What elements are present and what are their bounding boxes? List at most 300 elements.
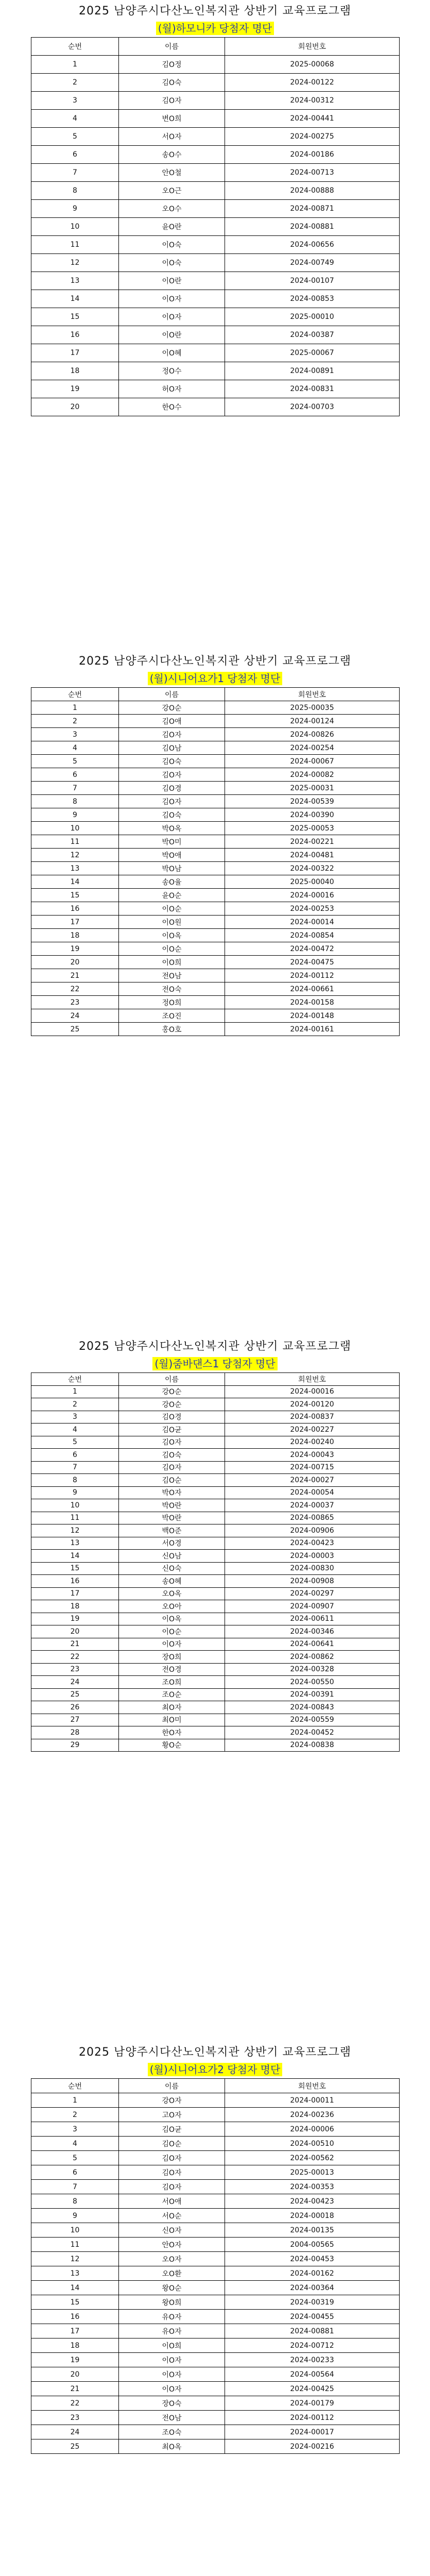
member-id: 2024-00831 [225,380,400,398]
member-id: 2024-00346 [225,1625,400,1638]
table-row [31,2310,400,2324]
member-name: 강O자 [119,2093,225,2108]
member-id: 2024-00562 [225,2151,400,2165]
table-row [31,2093,400,2108]
member-name: 유O자 [119,2310,225,2324]
member-name: 서O순 [119,2209,225,2223]
row-number: 20 [31,1625,119,1638]
table-row [31,2194,400,2209]
member-name: 황O순 [119,1739,225,1752]
member-name: 안O자 [119,2238,225,2252]
header-cell: 이름 [119,38,225,56]
member-id: 2024-00907 [225,1600,400,1613]
member-id: 2024-00749 [225,254,400,272]
member-name: 송O수 [119,146,225,164]
row-number: 8 [31,795,119,808]
member-id: 2024-00906 [225,1524,400,1537]
member-id: 2024-00161 [225,1023,400,1036]
row-number: 11 [31,1512,119,1524]
table-row [31,795,400,808]
row-number: 3 [31,2122,119,2137]
member-name: 오O근 [119,182,225,200]
header-cell: 순번 [31,688,119,701]
member-id: 2024-00891 [225,362,400,380]
member-id: 2024-00387 [225,326,400,344]
table-row [31,889,400,902]
row-number: 16 [31,1575,119,1588]
member-id: 2024-00037 [225,1499,400,1512]
table-row [31,56,400,74]
member-id: 2024-00233 [225,2353,400,2367]
row-number: 5 [31,755,119,768]
member-id: 2024-00452 [225,1726,400,1739]
table-row [31,1562,400,1575]
member-id: 2024-00254 [225,741,400,755]
table-row [31,2411,400,2425]
table-row [31,1651,400,1664]
row-number: 5 [31,2151,119,2165]
member-id: 2024-00011 [225,2093,400,2108]
member-id: 2004-00565 [225,2238,400,2252]
member-name: 김O자 [119,728,225,741]
member-id: 2025-00068 [225,56,400,74]
member-id: 2024-00838 [225,1739,400,1752]
table-row [31,2137,400,2151]
member-id: 2024-00227 [225,1423,400,1436]
table-row [31,755,400,768]
member-name: 이O란 [119,326,225,344]
member-id: 2024-00391 [225,1688,400,1701]
row-number: 15 [31,1562,119,1575]
member-id: 2024-00253 [225,902,400,916]
table-row [31,128,400,146]
row-number: 3 [31,728,119,741]
member-id: 2024-00312 [225,92,400,110]
header-cell: 이름 [119,2079,225,2093]
member-name: 오O아 [119,1600,225,1613]
table-row [31,1461,400,1474]
row-number: 7 [31,164,119,182]
member-id: 2024-00475 [225,956,400,969]
member-name: 김O자 [119,2165,225,2180]
table-row [31,272,400,290]
table-row [31,1411,400,1423]
row-number: 9 [31,808,119,822]
member-name: 박O자 [119,1486,225,1499]
table-row [31,1474,400,1487]
table-row [31,110,400,128]
member-id: 2024-00124 [225,715,400,728]
row-number: 18 [31,362,119,380]
row-number: 14 [31,1550,119,1563]
table-row [31,2238,400,2252]
header-cell: 회원번호 [225,688,400,701]
member-name: 허O자 [119,380,225,398]
row-number: 12 [31,254,119,272]
member-id: 2025-00031 [225,782,400,795]
row-number: 14 [31,875,119,889]
winners-table [31,37,400,416]
member-id: 2024-00854 [225,929,400,942]
table-row [31,236,400,254]
member-name: 이O자 [119,1638,225,1651]
row-number: 6 [31,1449,119,1462]
member-id: 2024-00871 [225,200,400,218]
row-number: 3 [31,92,119,110]
member-id: 2024-00353 [225,2180,400,2194]
table-row [31,1625,400,1638]
member-id: 2024-00888 [225,182,400,200]
table-row [31,290,400,308]
table-row [31,2122,400,2137]
table-row [31,362,400,380]
table-row [31,146,400,164]
header-cell: 이름 [119,1373,225,1386]
row-number: 16 [31,902,119,916]
member-name: 김O자 [119,1461,225,1474]
table-row [31,1688,400,1701]
member-name: 신O자 [119,2223,225,2238]
row-number: 10 [31,822,119,835]
member-name: 고O자 [119,2108,225,2122]
member-name: 박O남 [119,862,225,875]
member-id: 2024-00826 [225,728,400,741]
table-row [31,996,400,1009]
member-name: 전O남 [119,969,225,982]
row-number: 11 [31,835,119,849]
table-row [31,1524,400,1537]
member-id: 2024-00162 [225,2266,400,2281]
table-row [31,715,400,728]
section-subtitle: (월)하모니카 당첨자 명단 [156,22,274,35]
table-row [31,1600,400,1613]
row-number: 7 [31,1461,119,1474]
row-number: 25 [31,2439,119,2454]
member-name: 이O란 [119,272,225,290]
member-name: 최O자 [119,1701,225,1714]
member-name: 강O순 [119,1385,225,1398]
table-row [31,2353,400,2367]
row-number: 12 [31,849,119,862]
member-id: 2024-00713 [225,164,400,182]
table-row [31,1537,400,1550]
member-id: 2024-00017 [225,2425,400,2439]
table-row [31,200,400,218]
member-name: 송O율 [119,875,225,889]
member-name: 김O숙 [119,755,225,768]
row-number: 2 [31,715,119,728]
header-cell: 회원번호 [225,38,400,56]
member-id: 2024-00611 [225,1613,400,1625]
table-row [31,942,400,956]
row-number: 6 [31,768,119,782]
winners-table [31,2078,400,2454]
row-number: 17 [31,1587,119,1600]
member-name: 조O희 [119,1676,225,1689]
row-number: 27 [31,1714,119,1726]
member-id: 2024-00830 [225,1562,400,1575]
table-row [31,1714,400,1726]
member-id: 2024-00236 [225,2108,400,2122]
row-number: 18 [31,1600,119,1613]
table-row [31,701,400,715]
table-row [31,2396,400,2411]
table-row [31,808,400,822]
member-name: 오O수 [119,200,225,218]
member-id: 2024-00240 [225,1436,400,1449]
table-row [31,982,400,996]
member-id: 2024-00014 [225,916,400,929]
row-number: 25 [31,1023,119,1036]
member-name: 김O남 [119,741,225,755]
row-number: 13 [31,2266,119,2281]
row-number: 21 [31,2382,119,2396]
member-name: 이O원 [119,916,225,929]
row-number: 19 [31,1613,119,1625]
row-number: 7 [31,782,119,795]
member-id: 2024-00018 [225,2209,400,2223]
header-cell: 순번 [31,2079,119,2093]
row-number: 22 [31,1651,119,1664]
row-number: 17 [31,344,119,362]
member-name: 김O숙 [119,808,225,822]
member-id: 2024-00158 [225,996,400,1009]
member-id: 2024-00559 [225,1714,400,1726]
member-id: 2024-00641 [225,1638,400,1651]
table-row [31,768,400,782]
table-row [31,2281,400,2295]
member-name: 이O자 [119,2382,225,2396]
member-name: 김O경 [119,782,225,795]
member-id: 2024-00364 [225,2281,400,2295]
row-number: 17 [31,916,119,929]
table-row [31,822,400,835]
table-row [31,875,400,889]
row-number: 9 [31,1486,119,1499]
table-row [31,218,400,236]
member-id: 2024-00564 [225,2367,400,2382]
member-name: 김O경 [119,1411,225,1423]
member-name: 한O수 [119,398,225,416]
table-row [31,2324,400,2338]
table-row [31,2425,400,2439]
table-row [31,1449,400,1462]
row-number: 12 [31,1524,119,1537]
row-number: 11 [31,236,119,254]
member-id: 2024-00539 [225,795,400,808]
row-number: 15 [31,889,119,902]
row-number: 10 [31,2223,119,2238]
member-id: 2024-00082 [225,768,400,782]
row-number: 10 [31,1499,119,1512]
member-id: 2024-00843 [225,1701,400,1714]
table-row [31,2180,400,2194]
member-name: 장O숙 [119,2396,225,2411]
member-id: 2024-00186 [225,146,400,164]
row-number: 19 [31,380,119,398]
member-id: 2024-00006 [225,2122,400,2137]
program-section-senior-yoga-2 [0,2045,430,2576]
member-name: 김O숙 [119,74,225,92]
member-id: 2024-00881 [225,218,400,236]
table-row [31,2252,400,2266]
member-name: 서O애 [119,2194,225,2209]
section-subtitle: (월)시니어요가2 당첨자 명단 [148,2063,283,2076]
member-name: 이O순 [119,902,225,916]
table-row [31,1512,400,1524]
member-name: 김O자 [119,768,225,782]
member-name: 이O숙 [119,254,225,272]
member-name: 박O란 [119,1512,225,1524]
member-name: 김O균 [119,2122,225,2137]
member-name: 박O미 [119,835,225,849]
member-name: 이O순 [119,1625,225,1638]
section-subtitle: (월)시니어요가1 당첨자 명단 [148,672,283,685]
member-id: 2024-00441 [225,110,400,128]
table-row [31,1398,400,1411]
table-row [31,1436,400,1449]
row-number: 1 [31,1385,119,1398]
section-subtitle: (월)줌바댄스1 당첨자 명단 [152,1357,277,1370]
member-name: 이O숙 [119,236,225,254]
member-id: 2024-00453 [225,2252,400,2266]
row-number: 4 [31,2137,119,2151]
row-number: 17 [31,2324,119,2338]
member-id: 2024-00003 [225,1550,400,1563]
member-id: 2024-00148 [225,1009,400,1023]
header-cell: 회원번호 [225,2079,400,2093]
table-row [31,1550,400,1563]
member-id: 2024-00067 [225,755,400,768]
table-row [31,902,400,916]
row-number: 22 [31,2396,119,2411]
member-name: 김O자 [119,92,225,110]
row-number: 23 [31,2411,119,2425]
row-number: 5 [31,1436,119,1449]
member-id: 2024-00656 [225,236,400,254]
member-id: 2024-00423 [225,1537,400,1550]
table-row [31,1638,400,1651]
row-number: 13 [31,862,119,875]
member-id: 2024-00043 [225,1449,400,1462]
table-row [31,741,400,755]
member-name: 장O희 [119,1651,225,1664]
member-id: 2025-00053 [225,822,400,835]
row-number: 14 [31,290,119,308]
row-number: 19 [31,942,119,956]
member-name: 이O자 [119,290,225,308]
member-name: 김O순 [119,1474,225,1487]
row-number: 9 [31,2209,119,2223]
row-number: 8 [31,2194,119,2209]
table-row [31,1726,400,1739]
member-name: 김O자 [119,795,225,808]
row-number: 10 [31,218,119,236]
member-id: 2025-00035 [225,701,400,715]
row-number: 28 [31,1726,119,1739]
member-name: 김O숙 [119,1449,225,1462]
row-number: 16 [31,2310,119,2324]
member-name: 이O자 [119,308,225,326]
section-title: 2025 남양주시다산노인복지관 상반기 교육프로그램 [78,2046,351,2059]
member-id: 2024-00881 [225,2324,400,2338]
row-number: 19 [31,2353,119,2367]
row-number: 2 [31,2108,119,2122]
table-row [31,2108,400,2122]
member-name: 김O자 [119,2180,225,2194]
member-name: 정O희 [119,996,225,1009]
table-row [31,2151,400,2165]
section-title: 2025 남양주시다산노인복지관 상반기 교육프로그램 [78,1340,351,1353]
member-name: 정O수 [119,362,225,380]
member-name: 전O남 [119,2411,225,2425]
member-name: 이O자 [119,2367,225,2382]
table-row [31,2266,400,2281]
member-name: 이O희 [119,956,225,969]
member-id: 2025-00067 [225,344,400,362]
row-number: 11 [31,2238,119,2252]
table-row [31,956,400,969]
member-name: 강O순 [119,701,225,715]
table-row [31,2295,400,2310]
row-number: 15 [31,2295,119,2310]
table-row [31,1587,400,1600]
row-number: 4 [31,741,119,755]
row-number: 1 [31,56,119,74]
row-number: 2 [31,74,119,92]
member-id: 2024-00712 [225,2338,400,2353]
member-id: 2024-00297 [225,1587,400,1600]
member-id: 2025-00040 [225,875,400,889]
program-section-senior-yoga-1 [0,654,430,1340]
row-number: 21 [31,1638,119,1651]
member-name: 오O환 [119,2266,225,2281]
member-id: 2024-00862 [225,1651,400,1664]
member-id: 2025-00010 [225,308,400,326]
member-id: 2024-00054 [225,1486,400,1499]
member-id: 2024-00550 [225,1676,400,1689]
row-number: 1 [31,701,119,715]
member-name: 백O준 [119,1524,225,1537]
row-number: 16 [31,326,119,344]
member-name: 김O자 [119,2151,225,2165]
member-id: 2024-00472 [225,942,400,956]
table-row [31,1499,400,1512]
table-row [31,398,400,416]
member-name: 전O숙 [119,982,225,996]
member-id: 2024-00216 [225,2439,400,2454]
member-name: 최O옥 [119,2439,225,2454]
member-id: 2024-00510 [225,2137,400,2151]
row-number: 12 [31,2252,119,2266]
row-number: 8 [31,182,119,200]
table-row [31,1423,400,1436]
row-number: 24 [31,1676,119,1689]
member-id: 2024-00328 [225,1663,400,1676]
member-name: 이O자 [119,2353,225,2367]
member-name: 오O자 [119,2252,225,2266]
member-id: 2024-00703 [225,398,400,416]
member-id: 2024-00908 [225,1575,400,1588]
header-cell: 순번 [31,1373,119,1386]
program-section-zumba-1 [0,1340,430,2045]
member-id: 2024-00179 [225,2396,400,2411]
table-row [31,2223,400,2238]
table-row [31,916,400,929]
table-row [31,1486,400,1499]
table-row [31,2338,400,2353]
member-name: 신O숙 [119,1562,225,1575]
